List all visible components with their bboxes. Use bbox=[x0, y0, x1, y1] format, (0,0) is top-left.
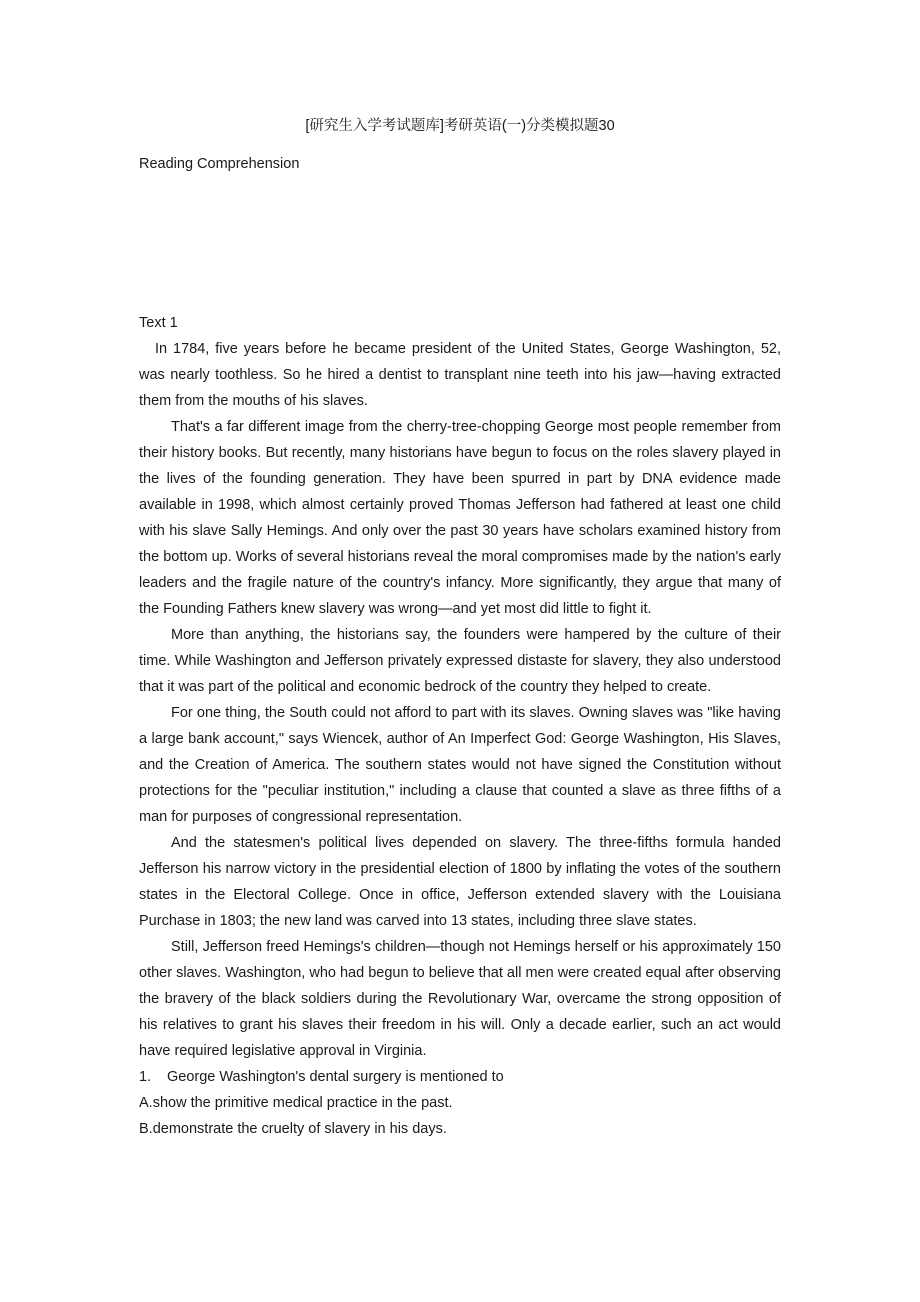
paragraph-6: Still, Jefferson freed Hemings's children—though not Hemings herself or his approximately 150 other slaves. Washington, who had begun to believe that all men were created equal after observing the bravery of the black soldiers during the Revolutionary War, overcame the strong opposition of his relatives to grant his slaves their freedom in his will. Only a decade earlier, such an act would have required legislative approval in Virginia. bbox=[139, 939, 781, 1059]
option-a: A.show the primitive medical practice in the past. bbox=[139, 1095, 453, 1111]
question-1 bbox=[139, 1064, 781, 1090]
paragraph-3: More than anything, the historians say, the founders were hampered by the culture of their time. While Washington and Jefferson privately expressed distaste for slavery, they also understood that it was part of the political and economic bedrock of the country they helped to create. bbox=[139, 627, 781, 695]
question-number: 1. bbox=[139, 1069, 152, 1085]
paragraph-4: For one thing, the South could not afford to part with its slaves. Owning slaves was "like having a large bank account," says Wiencek, author of An Imperfect God: George Washington, His Slaves, and the Creation of America. The southern states would not have signed the Constitution without protections for the "peculiar institution," including a clause that counted a slave as three fifths of a man for purposes of congressional representation. bbox=[139, 705, 781, 825]
reading-passage bbox=[139, 310, 781, 1142]
paragraph-2: That's a far different image from the cherry-tree-chopping George most people remember from their history books. But recently, many historians have begun to focus on the roles slavery played in the lives of the founding generation. They have been spurred in part by DNA evidence made available in 1998, which almost certainly proved Thomas Jefferson had fathered at least one child with his slave Sally Hemings. And only over the past 30 years have scholars examined history from the bottom up. Works of several historians reveal the moral compromises made by the nation's early leaders and the fragile nature of the country's infancy. More significantly, they argue that many of the Founding Fathers knew slavery was wrong—and yet most did little to fight it. bbox=[139, 419, 781, 617]
question-stem: George Washington's dental surgery is mentioned to bbox=[167, 1069, 504, 1085]
text-label: Text 1 bbox=[139, 315, 178, 331]
option-b: B.demonstrate the cruelty of slavery in his days. bbox=[139, 1121, 447, 1137]
document-title: [研究生入学考试题库]考研英语(一)分类模拟题30 bbox=[305, 118, 615, 134]
paragraph-1: In 1784, five years before he became president of the United States, George Washington, 52, was nearly toothless. So he hired a dentist to transplant nine teeth into his jaw—having extracted them from the mouths of his slaves. bbox=[139, 341, 781, 409]
section-heading: Reading Comprehension bbox=[139, 156, 300, 172]
paragraph-5: And the statesmen's political lives depended on slavery. The three-fifths formula handed Jefferson his narrow victory in the presidential election of 1800 by inflating the votes of the southern states in the Electoral College. Once in office, Jefferson extended slavery with the Louisiana Purchase in 1803; the new land was carved into 13 states, including three slave states. bbox=[139, 835, 781, 929]
